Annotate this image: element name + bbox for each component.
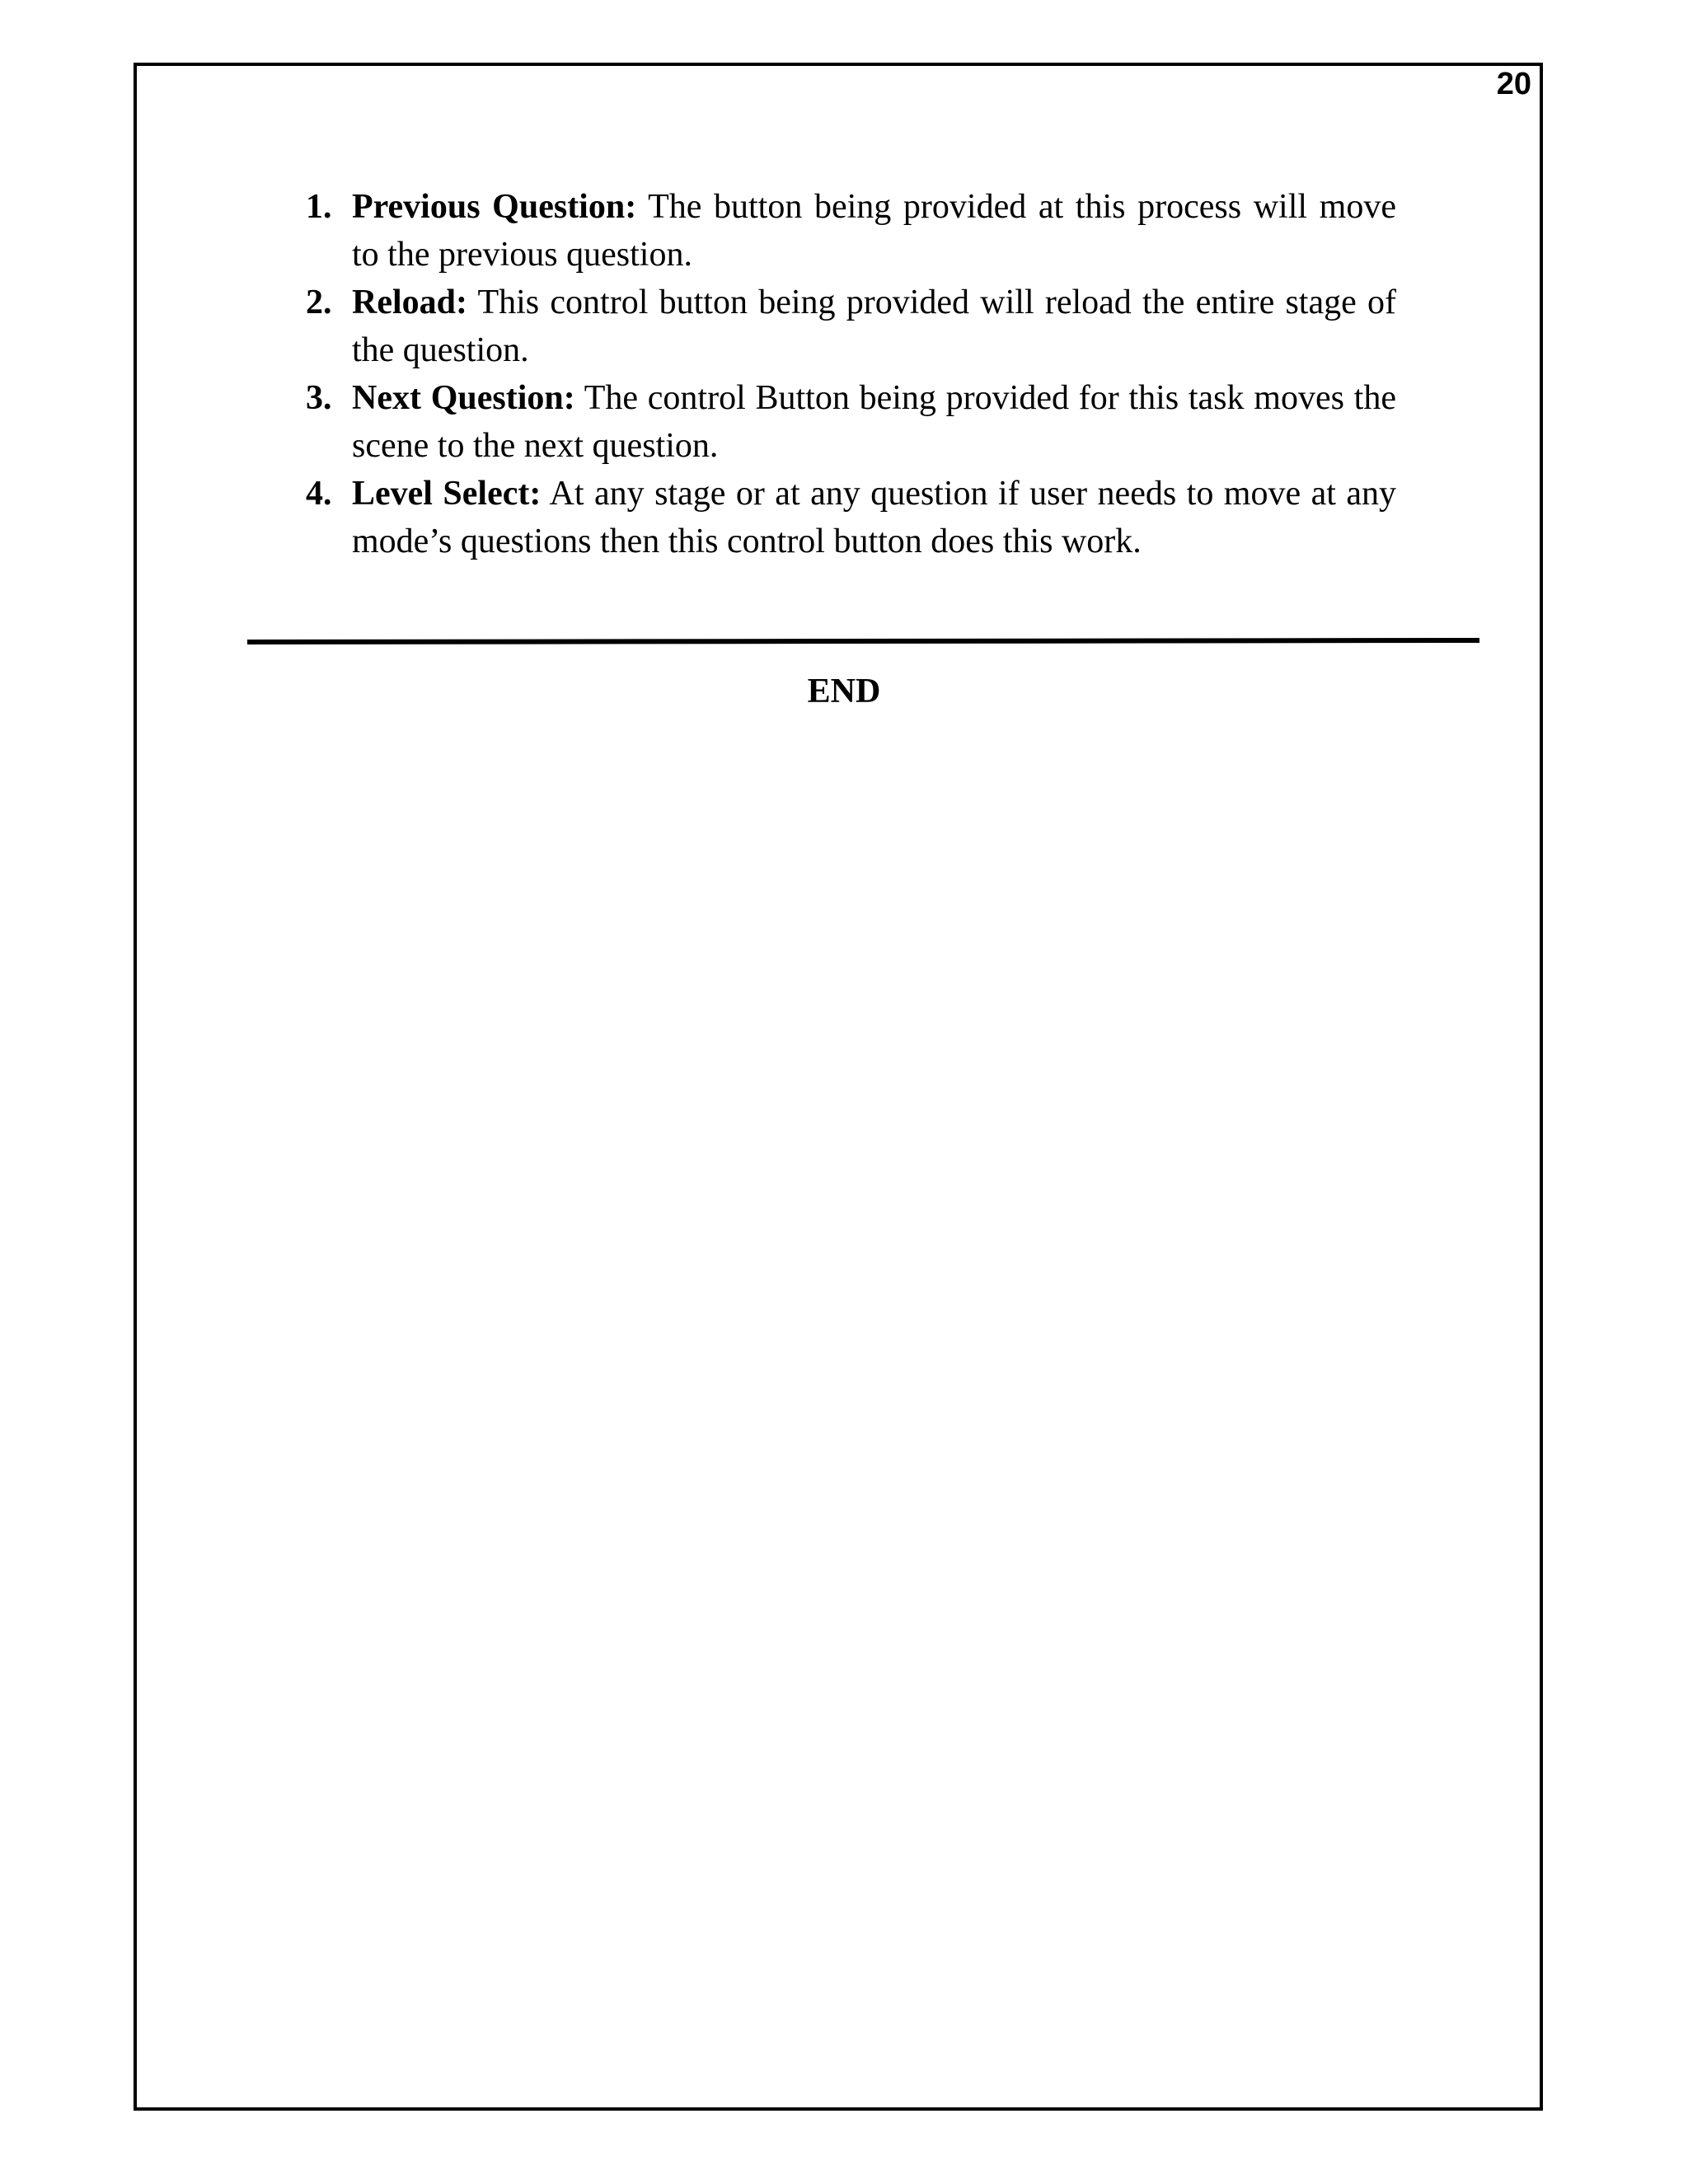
list-item-number: 2. bbox=[306, 284, 332, 321]
page-number: 20 bbox=[1496, 67, 1531, 101]
end-label: END bbox=[807, 673, 881, 710]
list-item-term: Level Select: bbox=[352, 475, 542, 513]
list-item-number: 4. bbox=[306, 475, 332, 513]
list-item-next-question bbox=[306, 374, 1396, 470]
list-item-text: The button being provided at this process will move to the previous question. bbox=[352, 188, 1396, 274]
list-item-term: Previous Question: bbox=[352, 188, 637, 226]
list-item-term: Next Question: bbox=[352, 379, 575, 417]
list-item-number: 1. bbox=[306, 188, 332, 226]
list-item-level-select bbox=[306, 470, 1396, 565]
control-button-list bbox=[306, 183, 1396, 565]
list-item-text: At any stage or at any question if user needs to move at any mode’s questions then this control button does this work. bbox=[352, 475, 1396, 560]
list-item-previous-question bbox=[306, 183, 1396, 279]
list-item-number: 3. bbox=[306, 379, 332, 417]
list-item-text: The control Button being provided for this task moves the scene to the next question. bbox=[352, 379, 1396, 465]
page-frame bbox=[134, 63, 1543, 2111]
list-item-reload bbox=[306, 279, 1396, 374]
list-item-term: Reload: bbox=[352, 284, 467, 321]
list-item-text: This control button being provided will reload the entire stage of the question. bbox=[352, 284, 1396, 369]
